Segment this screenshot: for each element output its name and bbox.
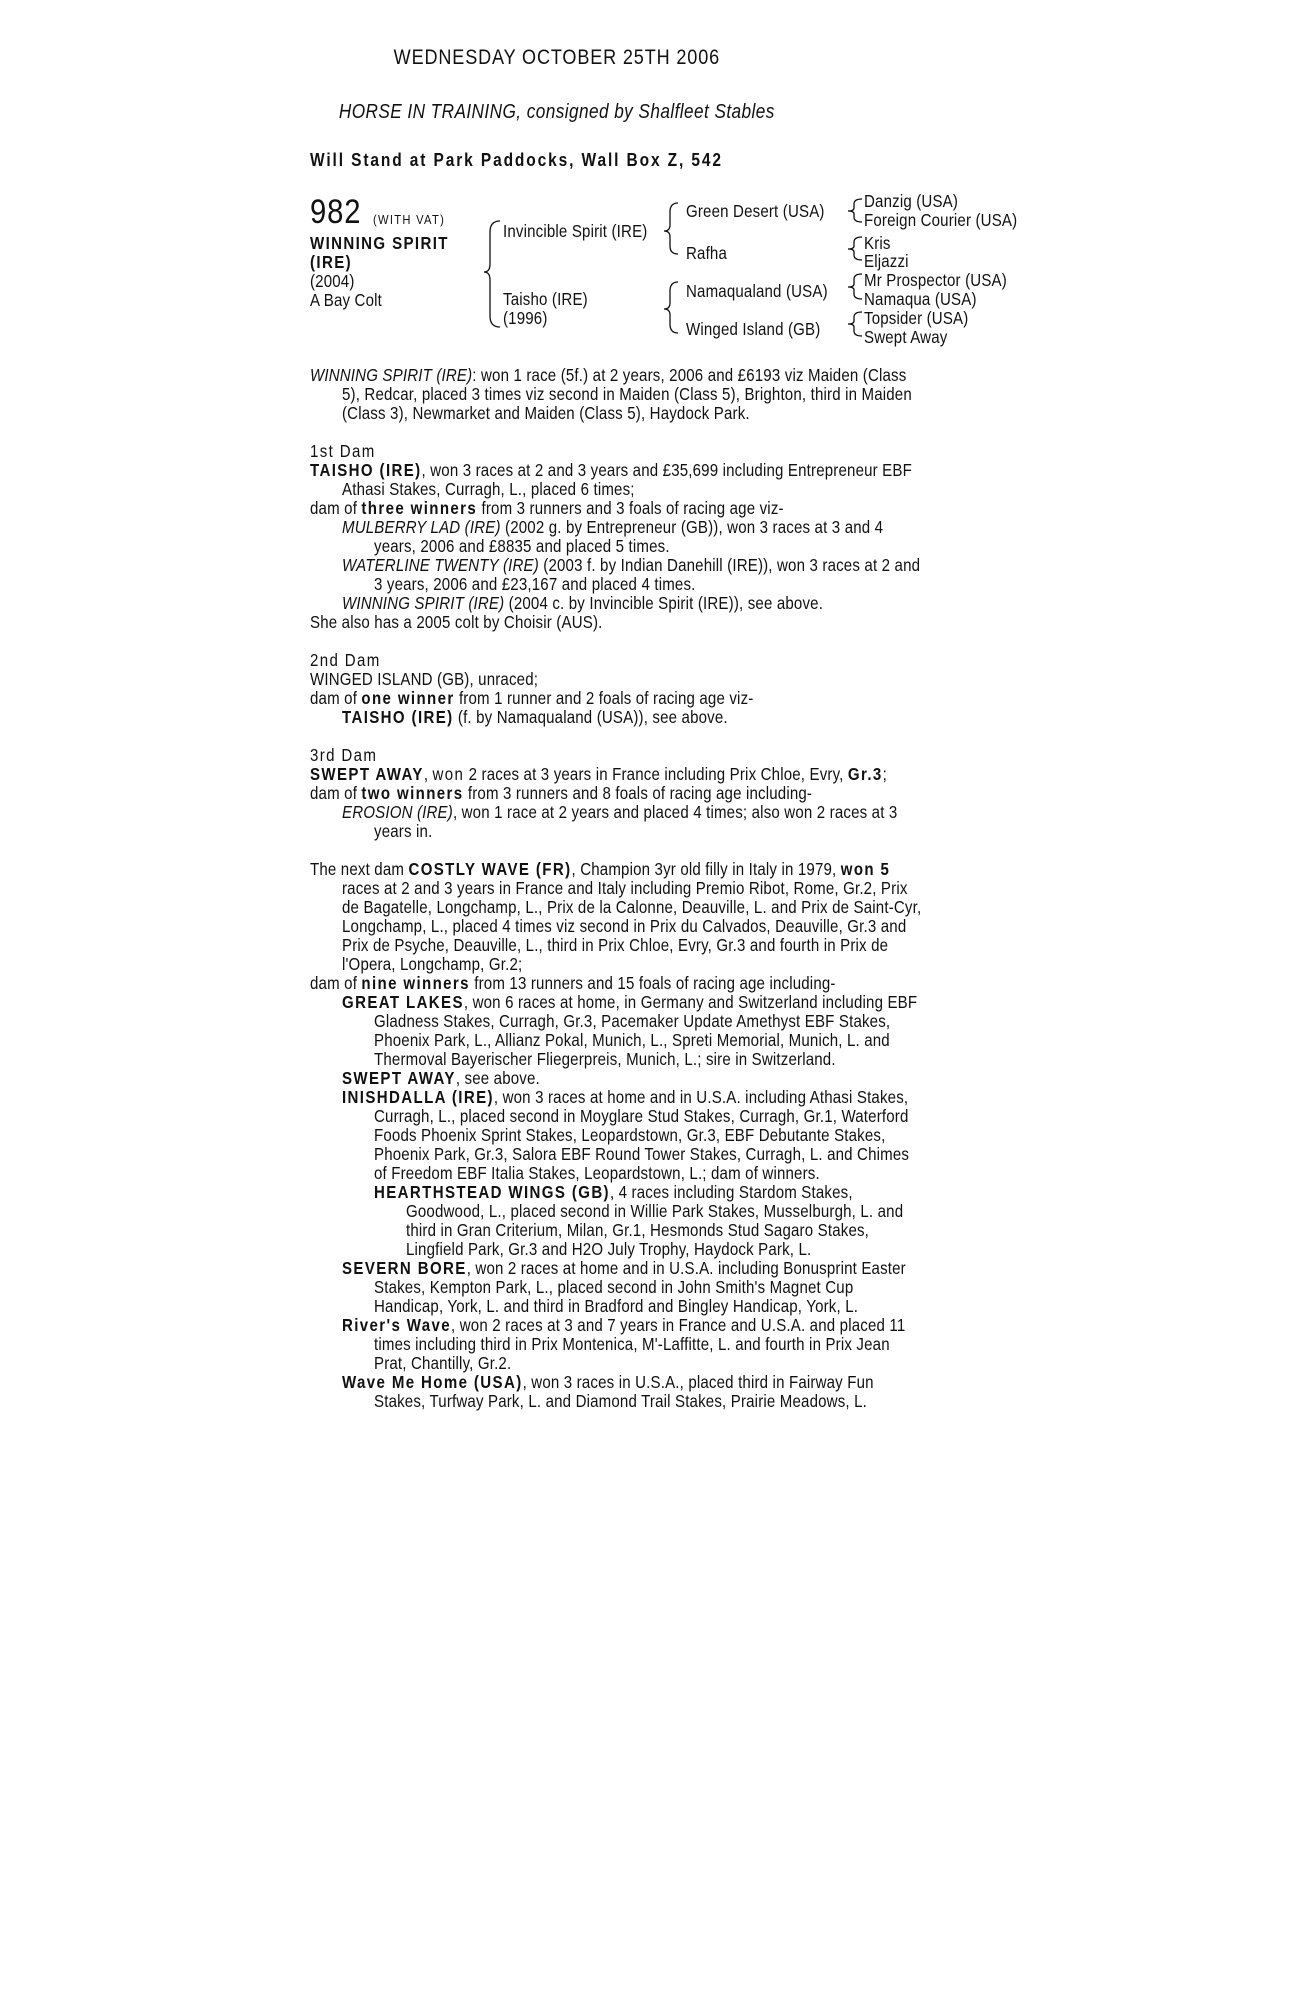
pedigree-gen3-8: Swept Away xyxy=(864,327,948,347)
pedigree-gen3-5: Mr Prospector (USA) xyxy=(864,270,1007,290)
produce-line xyxy=(342,556,920,575)
first-dam-winners: three winners xyxy=(361,498,478,518)
next-dam-text: dam of xyxy=(310,973,362,993)
produce-line: Lingfield Park, Gr.3 and H2O July Trophy, Haydock Park, L. xyxy=(406,1239,812,1259)
pedigree-brackets xyxy=(0,0,1290,360)
third-dam-winners: two winners xyxy=(361,783,464,803)
produce-name: GREAT LAKES xyxy=(342,992,464,1012)
produce-line: Stakes, Kempton Park, L., placed second in John Smith's Magnet Cup xyxy=(374,1277,854,1297)
produce-text: (2004 c. by Invincible Spirit (IRE)), see above. xyxy=(504,593,824,613)
produce-line xyxy=(342,1069,540,1088)
race-record-line: 5), Redcar, placed 3 times viz second in Maiden (Class 5), Brighton, third in Maiden xyxy=(342,384,912,404)
first-dam-text: dam of xyxy=(310,498,362,518)
produce-line: Thermoval Bayerischer Fliegerpreis, Munich, L.; sire in Switzerland. xyxy=(374,1049,836,1069)
pedigree-dam-sire: Namaqualand (USA) xyxy=(686,281,828,301)
next-dam-text: from 13 runners and 15 foals of racing age including- xyxy=(469,973,836,993)
first-dam-name: TAISHO (IRE) xyxy=(310,460,422,480)
next-dam-winners: nine winners xyxy=(361,973,470,993)
produce-line xyxy=(342,518,883,537)
pedigree-gen3-1: Danzig (USA) xyxy=(864,191,959,211)
next-dam-won: won 5 xyxy=(840,859,891,879)
lot-number: 982 xyxy=(310,193,362,231)
pedigree-gen3-7: Topsider (USA) xyxy=(864,308,969,328)
next-dam-line: de Bagatelle, Longchamp, L., Prix de la Calonne, Deauville, L. and Prix de Saint-Cyr, xyxy=(342,897,922,917)
produce-name: MULBERRY LAD (IRE) xyxy=(342,517,501,537)
produce-line: 3 years, 2006 and £23,167 and placed 4 times. xyxy=(374,574,696,594)
pedigree-gen3-6: Namaqua (USA) xyxy=(864,289,977,309)
pedigree-gen3-4: Eljazzi xyxy=(864,251,909,271)
produce-line xyxy=(342,1088,908,1107)
produce-text: , won 3 races in U.S.A., placed third in Fairway Fun xyxy=(522,1372,874,1392)
next-dam-line: Prix de Psyche, Deauville, L., third in Prix Chloe, Evry, Gr.3 and fourth in Prix de xyxy=(342,935,889,955)
second-dam-winners: one winner xyxy=(361,688,455,708)
first-dam-line: Athasi Stakes, Curragh, L., placed 6 times; xyxy=(342,479,635,499)
first-dam-text: from 3 runners and 3 foals of racing age viz- xyxy=(477,498,784,518)
foaling-year: (2004) xyxy=(310,271,355,291)
second-dam-line: WINGED ISLAND (GB), unraced; xyxy=(310,669,539,689)
produce-line: Curragh, L., placed second in Moyglare Stud Stakes, Curragh, Gr.1, Waterford xyxy=(374,1106,909,1126)
race-record-horse: WINNING SPIRIT (IRE) xyxy=(310,365,473,385)
next-dam-name: COSTLY WAVE (FR) xyxy=(408,859,572,879)
produce-line: years, 2006 and £8835 and placed 5 times. xyxy=(374,536,670,556)
produce-name: Wave Me Home (USA) xyxy=(342,1372,523,1392)
next-dam-line: l'Opera, Longchamp, Gr.2; xyxy=(342,954,523,974)
produce-line: Phoenix Park, Gr.3, Salora EBF Round Tower Stakes, Curragh, L. and Chimes xyxy=(374,1144,910,1164)
produce-line: Foods Phoenix Sprint Stakes, Leopardstown, Gr.3, EBF Debutante Stakes, xyxy=(374,1125,886,1145)
produce-text: (f. by Namaqualand (USA)), see above. xyxy=(453,707,728,727)
pedigree-gen3-3: Kris xyxy=(864,233,891,253)
produce-name: TAISHO (IRE) xyxy=(342,707,454,727)
produce-line xyxy=(342,1316,905,1335)
produce-text: , won 3 races at home and in U.S.A. including Athasi Stakes, xyxy=(493,1087,909,1107)
produce-text: , see above. xyxy=(455,1068,540,1088)
produce-line: Handicap, York, L. and third in Bradford and Bingley Handicap, York, L. xyxy=(374,1296,859,1316)
produce-text: , won 2 races at home and in U.S.A. including Bonusprint Easter xyxy=(466,1258,906,1278)
second-dam-text: dam of xyxy=(310,688,362,708)
third-dam-won: won xyxy=(432,764,465,784)
produce-line: of Freedom EBF Italia Stakes, Leopardstown, L.; dam of winners. xyxy=(374,1163,820,1183)
produce-text: (2002 g. by Entrepreneur (GB)), won 3 races at 3 and 4 xyxy=(500,517,884,537)
first-dam-heading: 1st Dam xyxy=(310,441,376,461)
pedigree-sire-dam: Rafha xyxy=(686,243,728,263)
produce-line xyxy=(374,1183,853,1202)
first-dam-line xyxy=(310,499,784,518)
produce-line: Goodwood, L., placed second in Willie Park Stakes, Musselburgh, L. and xyxy=(406,1201,904,1221)
third-dam-line xyxy=(310,784,812,803)
produce-line xyxy=(342,1373,874,1392)
horse-name: WINNING SPIRIT xyxy=(310,233,449,253)
race-record-line: (Class 3), Newmarket and Maiden (Class 5), Haydock Park. xyxy=(342,403,750,423)
second-dam-line xyxy=(342,708,728,727)
pedigree-dam: Taisho (IRE) xyxy=(503,289,588,309)
next-dam-line: Longchamp, L., placed 4 times viz second in Prix du Calvados, Deauville, Gr.3 and xyxy=(342,916,907,936)
produce-text: , won 2 races at 3 and 7 years in France and U.S.A. and placed 11 xyxy=(451,1315,906,1335)
produce-line xyxy=(342,594,823,613)
horse-name-suffix: (IRE) xyxy=(310,252,352,272)
first-dam-line xyxy=(310,461,912,480)
produce-line xyxy=(342,993,917,1012)
next-dam-text: The next dam xyxy=(310,859,409,879)
pedigree-gen3-2: Foreign Courier (USA) xyxy=(864,210,1018,230)
pedigree-sire-sire: Green Desert (USA) xyxy=(686,201,825,221)
produce-line: third in Gran Criterium, Milan, Gr.1, Hesmonds Stud Sagaro Stakes, xyxy=(406,1220,870,1240)
third-dam-line xyxy=(310,765,887,784)
produce-name: INISHDALLA (IRE) xyxy=(342,1087,494,1107)
sale-date: WEDNESDAY OCTOBER 25TH 2006 xyxy=(393,46,721,69)
produce-text: (2003 f. by Indian Danehill (IRE)), won 3 races at 2 and xyxy=(538,555,921,575)
third-dam-text: from 3 runners and 8 foals of racing age including- xyxy=(463,783,813,803)
third-dam-line xyxy=(342,803,897,822)
produce-name: WATERLINE TWENTY (IRE) xyxy=(342,555,539,575)
second-dam-line xyxy=(310,689,753,708)
first-dam-text: , won 3 races at 2 and 3 years and £35,699 including Entrepreneur EBF xyxy=(421,460,912,480)
produce-name: WINNING SPIRIT (IRE) xyxy=(342,593,505,613)
produce-name: SWEPT AWAY xyxy=(342,1068,456,1088)
consignment-heading: HORSE IN TRAINING, consigned by Shalfleet Stables xyxy=(338,101,775,123)
pedigree-dam-year: (1996) xyxy=(503,308,548,328)
next-dam-line: races at 2 and 3 years in France and Italy including Premio Ribot, Rome, Gr.2, Prix xyxy=(342,878,908,898)
produce-name: River's Wave xyxy=(342,1315,452,1335)
vat-note: (WITH VAT) xyxy=(373,212,446,227)
third-dam-text: dam of xyxy=(310,783,362,803)
third-dam-text: , xyxy=(423,764,433,784)
third-dam-line: years in. xyxy=(374,821,433,841)
produce-text: , won 1 race at 2 years and placed 4 times; also won 2 races at 3 xyxy=(452,802,898,822)
produce-text: , 4 races including Stardom Stakes, xyxy=(609,1182,853,1202)
third-dam-heading: 3rd Dam xyxy=(310,745,378,765)
produce-line: Stakes, Turfway Park, L. and Diamond Trail Stakes, Prairie Meadows, L. xyxy=(374,1391,868,1411)
third-dam-name: SWEPT AWAY xyxy=(310,764,424,784)
pedigree-sire: Invincible Spirit (IRE) xyxy=(503,221,648,241)
produce-name: HEARTHSTEAD WINGS (GB) xyxy=(374,1182,610,1202)
third-dam-text: ; xyxy=(882,764,888,784)
second-dam-heading: 2nd Dam xyxy=(310,650,381,670)
race-record-line xyxy=(310,366,906,385)
produce-text: , won 6 races at home, in Germany and Switzerland including EBF xyxy=(463,992,918,1012)
next-dam-line xyxy=(310,974,836,993)
produce-line xyxy=(342,1259,906,1278)
stand-location: Will Stand at Park Paddocks, Wall Box Z, 542 xyxy=(310,150,723,170)
produce-line: times including third in Prix Montenica, M'-Laffitte, L. and fourth in Prix Jean xyxy=(374,1334,890,1354)
pedigree-dam-dam: Winged Island (GB) xyxy=(686,319,821,339)
produce-line: Gladness Stakes, Curragh, Gr.3, Pacemaker Update Amethyst EBF Stakes, xyxy=(374,1011,891,1031)
horse-description: A Bay Colt xyxy=(310,290,382,310)
produce-name: EROSION (IRE) xyxy=(342,802,453,822)
first-dam-line: She also has a 2005 colt by Choisir (AUS). xyxy=(310,612,603,632)
second-dam-text: from 1 runner and 2 foals of racing age viz- xyxy=(454,688,754,708)
third-dam-text: 2 races at 3 years in France including Prix Chloe, Evry, xyxy=(464,764,848,784)
next-dam-line xyxy=(310,860,890,879)
produce-line: Prat, Chantilly, Gr.2. xyxy=(374,1353,512,1373)
race-record-text: : won 1 race (5f.) at 2 years, 2006 and £6193 viz Maiden (Class xyxy=(472,365,907,385)
third-dam-grade: Gr.3 xyxy=(847,764,883,784)
produce-name: SEVERN BORE xyxy=(342,1258,467,1278)
next-dam-text: , Champion 3yr old filly in Italy in 1979, xyxy=(571,859,841,879)
produce-line: Phoenix Park, L., Allianz Pokal, Munich, L., Spreti Memorial, Munich, L. and xyxy=(374,1030,890,1050)
